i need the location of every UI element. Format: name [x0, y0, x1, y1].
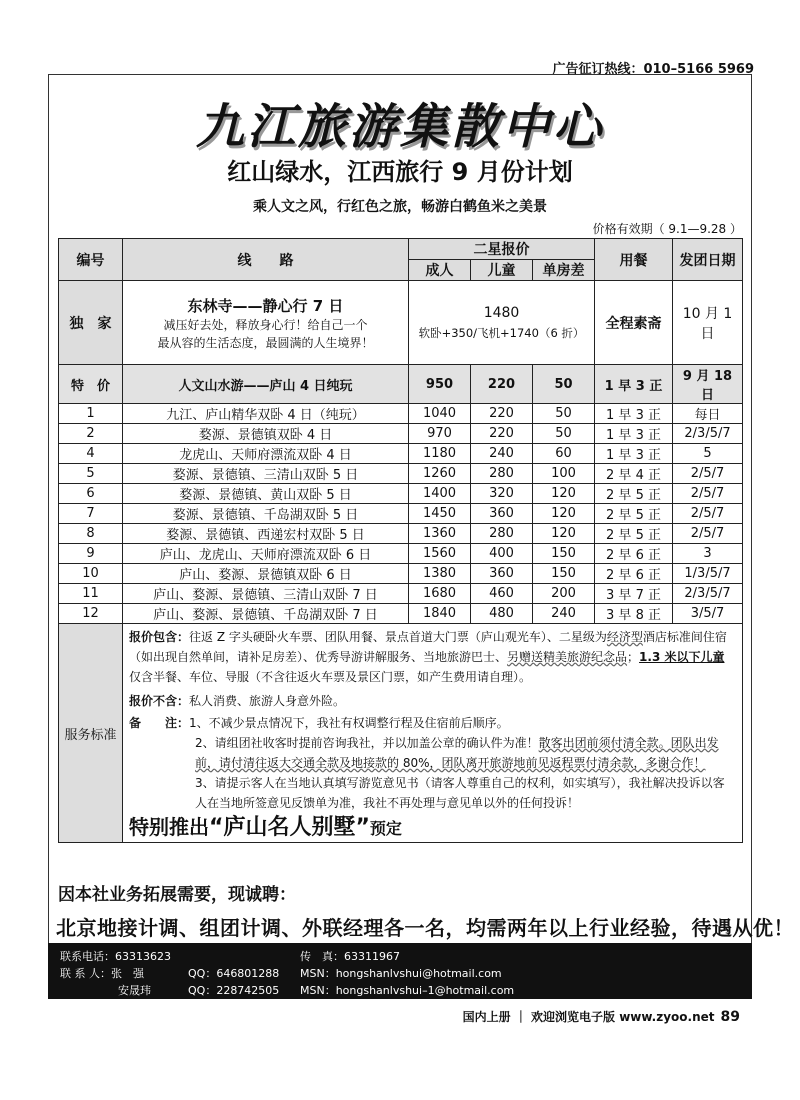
- service-note-1: [129, 713, 736, 733]
- cell-single: 150: [533, 544, 595, 564]
- cell-route: 庐山、婺源、景德镇、三清山双卧 7 日: [123, 584, 409, 604]
- exclusive-row: [59, 281, 743, 365]
- cell-meal: 2 早 4 正: [595, 464, 673, 484]
- cell-route: 婺源、景德镇、黄山双卧 5 日: [123, 484, 409, 504]
- contact-qq-1: QQ：646801288: [188, 967, 280, 980]
- cell-date: 3/5/7: [673, 604, 743, 624]
- cell-no: 8: [59, 524, 123, 544]
- exclude-text: 私人消费、旅游人身意外险。: [189, 694, 346, 708]
- include-emph-2: 另赠送精美旅游纪念品: [507, 650, 628, 664]
- price-table: [58, 238, 743, 843]
- service-label: 服务标准: [59, 624, 123, 843]
- cell-date: 5: [673, 444, 743, 464]
- exclude-key: 报价不含：: [129, 694, 190, 708]
- contact-qq-2: QQ：228742505: [188, 984, 280, 997]
- cell-adult: 1840: [409, 604, 471, 624]
- special-row: [59, 365, 743, 404]
- cell-child: 240: [471, 444, 533, 464]
- include-text-4: 仅含半餐、车位、导服（不含往返火车票及景区门票，如产生费用请自理）。: [129, 670, 532, 684]
- cell-date: 3: [673, 544, 743, 564]
- price-validity: 价格有效期（ 9.1—9.28 ）: [592, 222, 742, 236]
- cell-route: 婺源、景德镇、西递宏村双卧 5 日: [123, 524, 409, 544]
- service-note-2: [195, 733, 736, 773]
- cell-adult: 1360: [409, 524, 471, 544]
- service-content: [123, 624, 743, 843]
- cell-adult: 1040: [409, 404, 471, 424]
- contact-msn-1: MSN：hongshanlvshui@hotmail.com: [300, 967, 502, 980]
- header-price-group: 二星报价: [409, 239, 595, 260]
- cell-no: 5: [59, 464, 123, 484]
- cell-child: 360: [471, 504, 533, 524]
- include-emph-1: 经济型: [606, 630, 643, 644]
- note-2-text: 2、请组团社收客时提前咨询我社，并以加盖公章的确认件为准！: [195, 736, 539, 750]
- table-header-row: [59, 239, 743, 260]
- cell-single: 200: [533, 584, 595, 604]
- exclusive-title: 东林寺——静心行 7 日: [187, 297, 344, 315]
- cell-child: 480: [471, 604, 533, 624]
- table-row: [59, 484, 743, 504]
- include-text-3: ；: [627, 650, 640, 664]
- page-subtitle: 红山绿水，江西旅行 9 月份计划: [227, 158, 573, 186]
- service-row: [59, 624, 743, 843]
- cell-child: 400: [471, 544, 533, 564]
- brand-title: 九江旅游集散中心: [195, 99, 604, 155]
- page-number: 89: [720, 1009, 740, 1025]
- cell-adult: 1400: [409, 484, 471, 504]
- promo-suffix: 预定: [369, 819, 402, 838]
- cell-date: 2/5/7: [673, 484, 743, 504]
- cell-adult: 970: [409, 424, 471, 444]
- cell-date: 每日: [673, 404, 743, 424]
- contact-bar: [48, 943, 752, 999]
- cell-child: 360: [471, 564, 533, 584]
- cell-no: 12: [59, 604, 123, 624]
- header-adult: 成人: [409, 260, 471, 281]
- cell-route: 龙虎山、天师府漂流双卧 4 日: [123, 444, 409, 464]
- special-label: 特 价: [59, 365, 123, 404]
- table-row: [59, 524, 743, 544]
- cell-no: 11: [59, 584, 123, 604]
- cell-adult: 1680: [409, 584, 471, 604]
- special-date: 9 月 18 日: [673, 365, 743, 404]
- service-exclude: [129, 691, 736, 711]
- table-row: [59, 464, 743, 484]
- contact-person-2: 安晟玮: [118, 984, 151, 997]
- header-meal: 用餐: [595, 239, 673, 281]
- exclusive-meal: 全程素斋: [595, 281, 673, 365]
- cell-date: 2/3/5/7: [673, 584, 743, 604]
- service-note-3: 3、请提示客人在当地认真填写游览意见书（请客人尊重自己的权利，如实填写），我社解决投诉以客人在当地所签意见反馈单为准，我社不再处理与意见单以外的任何投诉！: [195, 776, 725, 810]
- include-text-2: 酒店标准间住宿（如出现自然单间，请补足房差）、优秀导游讲解服务、当地旅游巴士、: [129, 630, 727, 664]
- cell-meal: 1 早 3 正: [595, 404, 673, 424]
- exclusive-desc-2: 最从容的生活态度，最圆满的人生境界！: [157, 336, 374, 350]
- note-1: 1、不减少景点情况下，我社有权调整行程及住宿前后顺序。: [189, 716, 509, 730]
- cell-date: 1/3/5/7: [673, 564, 743, 584]
- contact-msn-2: MSN：hongshanlvshui–1@hotmail.com: [300, 984, 515, 997]
- cell-date: 2/3/5/7: [673, 424, 743, 444]
- cell-date: 2/5/7: [673, 524, 743, 544]
- table-row: [59, 444, 743, 464]
- header-single: 单房差: [533, 260, 595, 281]
- include-text-1: 往返 Z 字头硬卧火车票、团队用餐、景点首道大门票（庐山观光车）、二星级为: [189, 630, 607, 644]
- service-include: [129, 627, 736, 687]
- cell-no: 4: [59, 444, 123, 464]
- cell-single: 120: [533, 524, 595, 544]
- contact-fax: 传 真：63311967: [300, 950, 400, 963]
- cell-meal: 2 早 5 正: [595, 484, 673, 504]
- cell-meal: 1 早 3 正: [595, 424, 673, 444]
- recruit-detail: 北京地接计调、组团计调、外联经理各一名，均需两年以上行业经验，待遇从优！: [56, 916, 794, 940]
- tagline: 乘人文之风，行红色之旅，畅游白鹤鱼米之美景: [253, 199, 547, 215]
- exclusive-route: [123, 281, 409, 365]
- table-row: [59, 504, 743, 524]
- route-rows: [59, 404, 743, 624]
- special-route: 人文山水游——庐山 4 日纯玩: [123, 365, 409, 404]
- table-row: [59, 584, 743, 604]
- special-child: 220: [471, 365, 533, 404]
- cell-child: 220: [471, 404, 533, 424]
- table-row: [59, 604, 743, 624]
- contact-phone: 联系电话：63313623: [60, 950, 171, 963]
- page-footer: [463, 1008, 740, 1025]
- exclusive-label: 独 家: [59, 281, 123, 365]
- table-row: [59, 544, 743, 564]
- cell-route: 庐山、龙虎山、天师府漂流双卧 6 日: [123, 544, 409, 564]
- contact-person-1: 联 系 人：张 强: [60, 967, 144, 980]
- cell-single: 50: [533, 404, 595, 424]
- include-emph-3: 1.3 米以下儿童: [639, 650, 725, 664]
- cell-single: 150: [533, 564, 595, 584]
- header-child: 儿童: [471, 260, 533, 281]
- cell-route: 庐山、婺源、景德镇双卧 6 日: [123, 564, 409, 584]
- cell-single: 60: [533, 444, 595, 464]
- ad-hotline: 广告征订热线：010–5166 5969: [552, 62, 754, 77]
- cell-child: 280: [471, 464, 533, 484]
- cell-meal: 2 早 6 正: [595, 544, 673, 564]
- cell-route: 婺源、景德镇、三清山双卧 5 日: [123, 464, 409, 484]
- note-key: 备 注：: [129, 716, 190, 730]
- header-route: 线 路: [123, 239, 409, 281]
- recruit-heading: 因本社业务拓展需要，现诚聘：: [58, 885, 296, 905]
- cell-meal: 3 早 8 正: [595, 604, 673, 624]
- cell-no: 10: [59, 564, 123, 584]
- promo-banner: [129, 817, 736, 839]
- cell-adult: 1560: [409, 544, 471, 564]
- cell-single: 50: [533, 424, 595, 444]
- table-row: [59, 424, 743, 444]
- special-single: 50: [533, 365, 595, 404]
- footer-text: 国内上册 ｜ 欢迎浏览电子版 www.zyoo.net: [462, 1010, 715, 1024]
- cell-no: 6: [59, 484, 123, 504]
- table-row: [59, 564, 743, 584]
- include-key: 报价包含：: [129, 630, 190, 644]
- header-date: 发团日期: [673, 239, 743, 281]
- cell-child: 460: [471, 584, 533, 604]
- cell-adult: 1260: [409, 464, 471, 484]
- cell-route: 九江、庐山精华双卧 4 日（纯玩）: [123, 404, 409, 424]
- promo-prefix: 特别推出: [129, 815, 209, 839]
- cell-child: 320: [471, 484, 533, 504]
- cell-single: 120: [533, 504, 595, 524]
- cell-meal: 3 早 7 正: [595, 584, 673, 604]
- cell-meal: 2 早 6 正: [595, 564, 673, 584]
- table-row: [59, 404, 743, 424]
- cell-meal: 2 早 5 正: [595, 524, 673, 544]
- cell-route: 婺源、景德镇、千岛湖双卧 5 日: [123, 504, 409, 524]
- cell-date: 2/5/7: [673, 504, 743, 524]
- cell-single: 120: [533, 484, 595, 504]
- cell-date: 2/5/7: [673, 464, 743, 484]
- cell-child: 280: [471, 524, 533, 544]
- cell-adult: 1180: [409, 444, 471, 464]
- cell-child: 220: [471, 424, 533, 444]
- note-2-emph: 散客出团前须付清全款。团队出发前，请付清往返大交通全款及地接款的 80%，团队离开旅游地前见返程票付清余款，多谢合作！: [195, 736, 719, 770]
- cell-no: 7: [59, 504, 123, 524]
- cell-adult: 1380: [409, 564, 471, 584]
- exclusive-price-note: 软卧+350/飞机+1740（6 折）: [418, 325, 585, 340]
- cell-no: 1: [59, 404, 123, 424]
- cell-route: 庐山、婺源、景德镇、千岛湖双卧 7 日: [123, 604, 409, 624]
- header-no: 编号: [59, 239, 123, 281]
- special-meal: 1 早 3 正: [595, 365, 673, 404]
- cell-single: 240: [533, 604, 595, 624]
- cell-route: 婺源、景德镇双卧 4 日: [123, 424, 409, 444]
- exclusive-price-value: 1480: [483, 304, 520, 321]
- cell-adult: 1450: [409, 504, 471, 524]
- cell-single: 100: [533, 464, 595, 484]
- special-adult: 950: [409, 365, 471, 404]
- exclusive-desc-1: 减压好去处，释放身心行！给自己一个: [163, 318, 368, 332]
- exclusive-date: 10 月 1 日: [673, 281, 743, 365]
- cell-no: 2: [59, 424, 123, 444]
- promo-highlight: “庐山名人别墅”: [209, 815, 370, 840]
- cell-meal: 2 早 5 正: [595, 504, 673, 524]
- exclusive-price: [409, 281, 595, 365]
- cell-no: 9: [59, 544, 123, 564]
- cell-meal: 1 早 3 正: [595, 444, 673, 464]
